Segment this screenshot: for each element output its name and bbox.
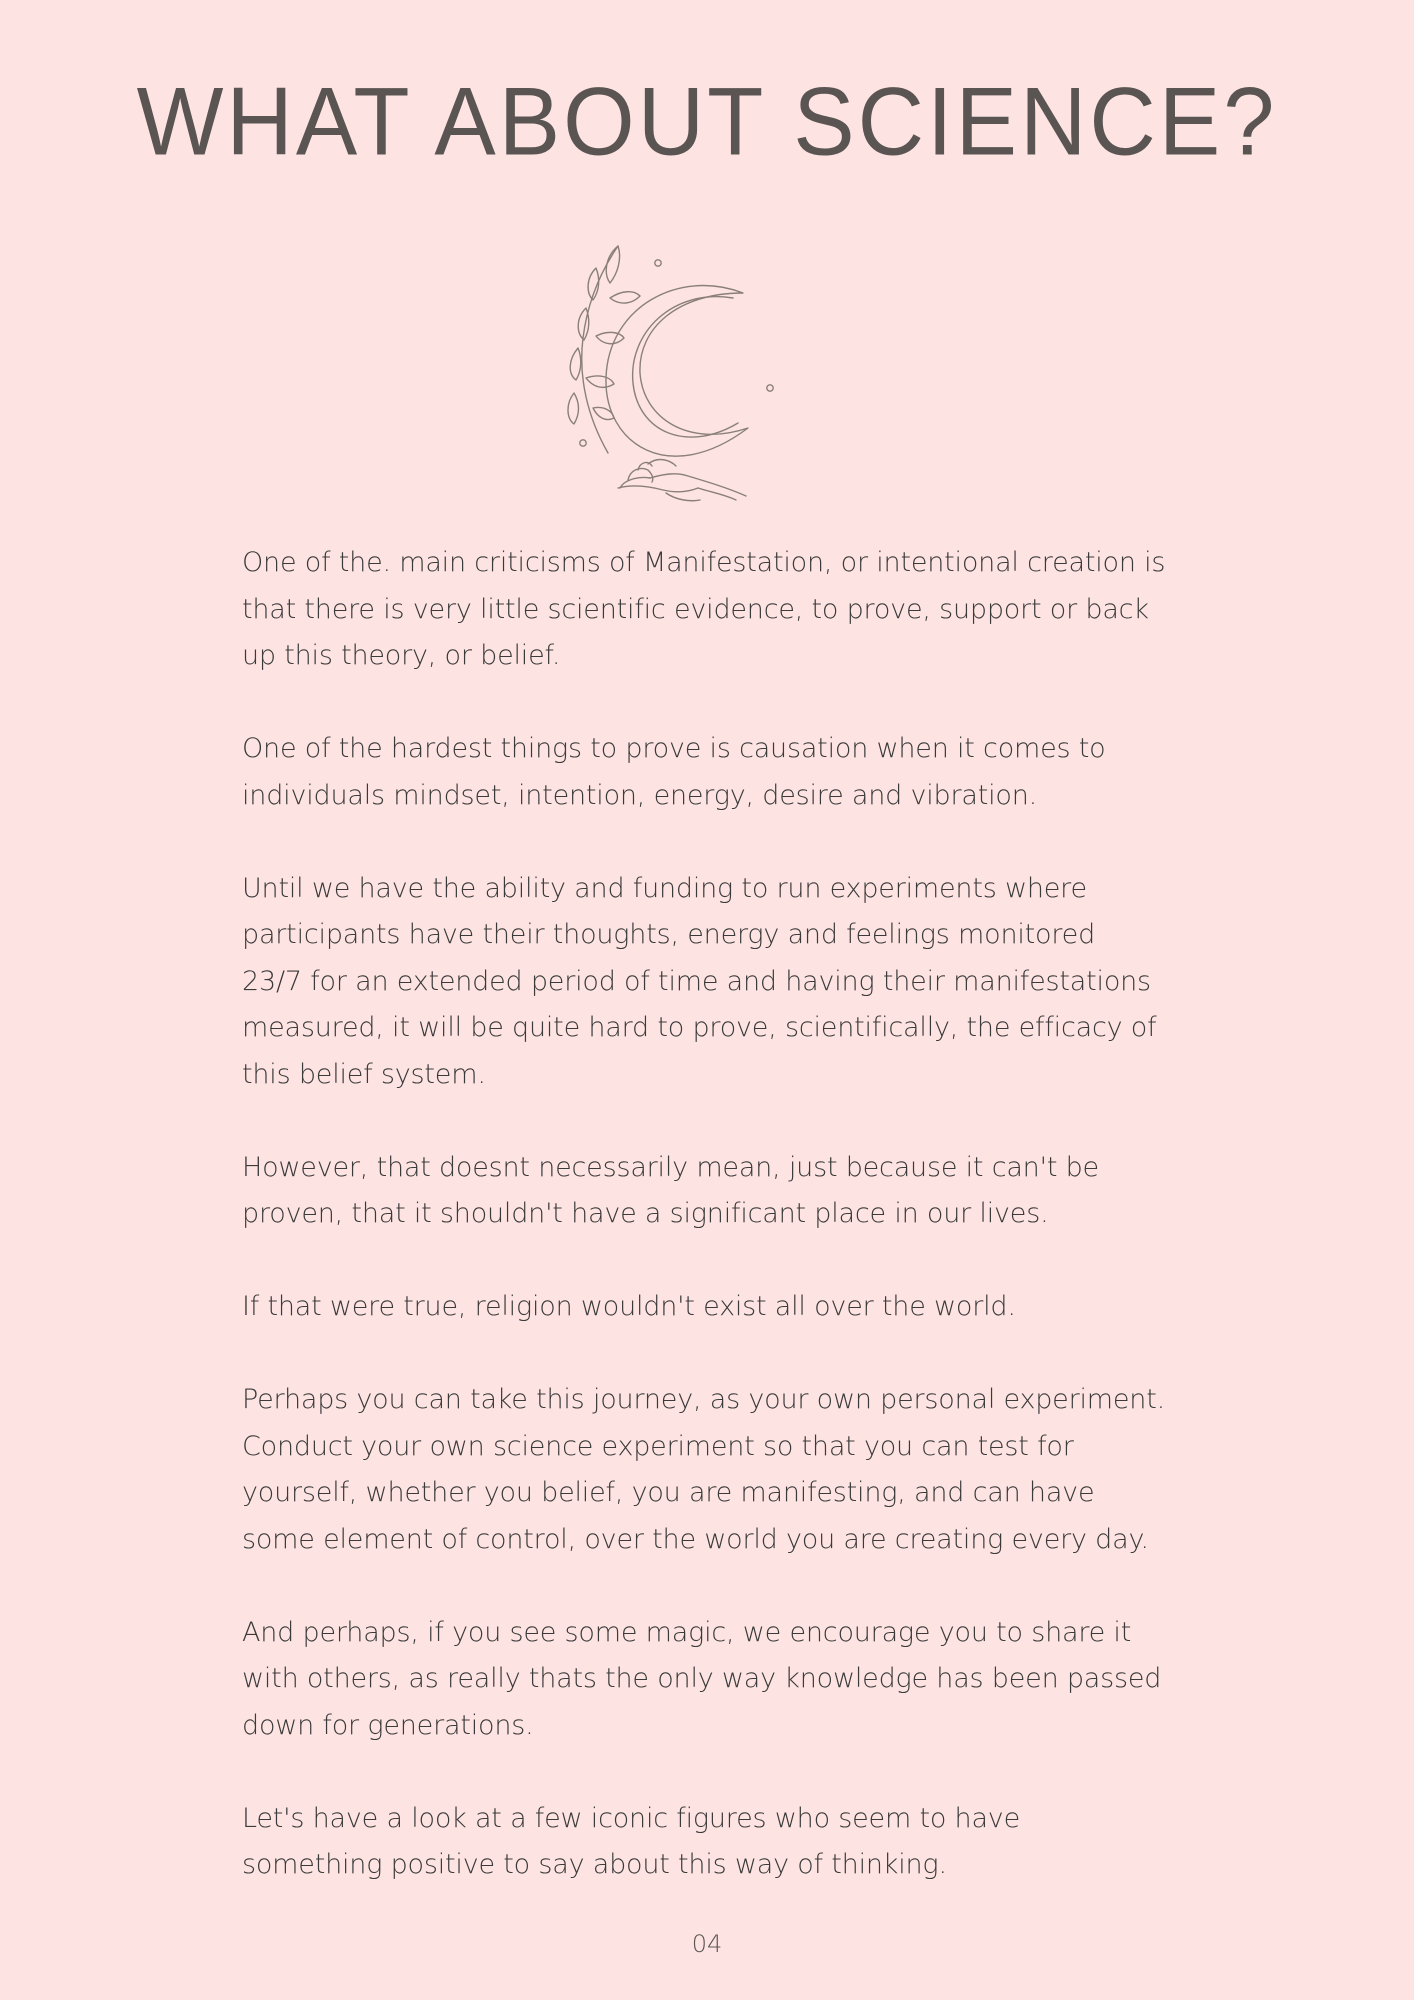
paragraph-1: One of the. main criticisms of Manifestation, or intentional creation is that there is very little scientific evidence, to prove, support or back up this theory, or belief. [242,547,1166,671]
page-number: 04 [691,1930,723,1958]
crescent-moon-hand-leaves-icon [548,238,780,508]
paragraph-3: Until we have the ability and funding to run experiments where participants have their thoughts, energy and feelings monitored 23/7 for an extended period of time and having their manifestations measured, it will be quite hard to prove, scientifically, the efficacy of this belief system. [242,872,1157,1090]
paragraph-8: Let's have a look at a few iconic figures who seem to have something positive to say about this way of thinking. [242,1802,1020,1880]
paragraph-2: One of the hardest things to prove is causation when it comes to individuals mindset, intention, energy, desire and vibration. [242,733,1106,811]
paragraph-5: If that were true, religion wouldn't exist all over the world. [242,1291,1016,1322]
paragraph-6: Perhaps you can take this journey, as your own personal experiment. Conduct your own science experiment so that you can test for yourself, whether you belief, you are manifesting, and can have some element of control, over the world you are creating every day. [242,1384,1165,1555]
paragraph-7: And perhaps, if you see some magic, we encourage you to share it with others, as really thats the only way knowledge has been passed down for generations. [242,1616,1162,1741]
paragraph-4: However, that doesnt necessarily mean, just because it can't be proven, that it shouldn't have a significant place in our lives. [242,1151,1099,1229]
body-text [242,540,1182,1935]
page-title: WHAT ABOUT SCIENCE? [136,68,1278,176]
